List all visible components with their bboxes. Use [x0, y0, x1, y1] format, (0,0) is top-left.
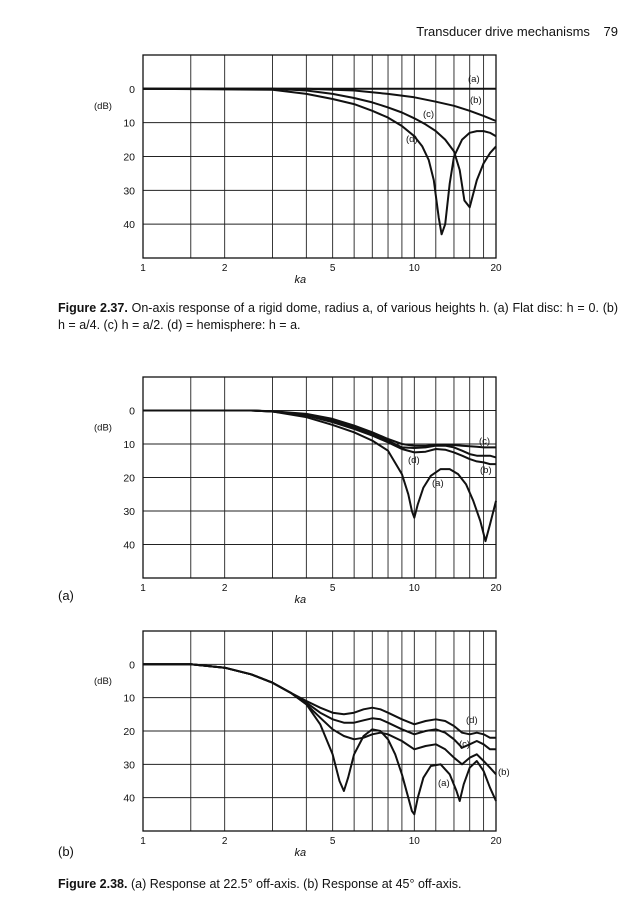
- series-label: (b): [470, 95, 482, 106]
- y-tick-label: 20: [123, 472, 135, 485]
- series-label: (b): [480, 465, 492, 476]
- x-tick-label: 10: [408, 263, 420, 274]
- running-title: Transducer drive mechanisms: [416, 24, 590, 39]
- x-tick-label: 2: [221, 836, 228, 847]
- figure-2-38-caption-text: (a) Response at 22.5° off-axis. (b) Response at 45° off-axis.: [130, 877, 462, 891]
- series-curve-a: [143, 411, 496, 542]
- y-tick-label: 0: [129, 83, 135, 96]
- x-tick-label: 2: [221, 583, 228, 594]
- series-curve-c: [143, 411, 496, 448]
- y-tick-label: 30: [123, 185, 135, 198]
- figure-2-38-caption-label: Figure 2.38.: [58, 877, 128, 891]
- x-tick-label: 5: [329, 583, 336, 594]
- series-label: (a): [438, 778, 450, 789]
- figure-2-38-caption: [58, 876, 618, 893]
- x-tick-label: 1: [140, 583, 146, 594]
- x-tick-label: 5: [329, 263, 336, 274]
- y-tick-label: 10: [123, 692, 135, 705]
- x-tick-label: 20: [490, 836, 502, 847]
- series-curve-a: [143, 664, 496, 814]
- figure-2-38b-panel-label: (b): [58, 844, 74, 859]
- series-label: (d): [408, 455, 420, 466]
- series-curve-b: [143, 664, 496, 774]
- series-label: (c): [479, 436, 491, 447]
- y-tick-label: 10: [123, 439, 135, 451]
- x-tick-label: 5: [329, 836, 336, 847]
- series-label: (d): [406, 134, 418, 145]
- y-tick-label: 40: [123, 539, 135, 552]
- series-label: (b): [498, 767, 510, 778]
- y-tick-label: 20: [123, 151, 135, 164]
- series-label: (a): [468, 74, 480, 85]
- series-label: (c): [459, 739, 471, 750]
- figure-2-37-chart: [0, 50, 638, 290]
- x-tick-label: 20: [490, 583, 502, 594]
- y-axis-label: (dB): [94, 676, 112, 687]
- series-curve-d: [143, 89, 496, 235]
- x-tick-label: 10: [408, 836, 420, 847]
- x-tick-label: 1: [140, 836, 146, 847]
- y-tick-label: 40: [123, 792, 135, 805]
- y-axis-label: (dB): [94, 100, 112, 112]
- x-tick-label: 20: [490, 263, 502, 274]
- series-curve-c: [143, 89, 496, 208]
- running-head: [416, 24, 618, 39]
- series-curve-d: [143, 664, 496, 737]
- y-tick-label: 40: [123, 219, 135, 232]
- series-curve-b: [143, 89, 496, 121]
- x-tick-label: 2: [221, 263, 228, 274]
- y-tick-label: 30: [123, 506, 135, 518]
- y-tick-label: 10: [123, 117, 135, 130]
- y-tick-label: 0: [129, 405, 135, 418]
- x-tick-label: 10: [408, 583, 420, 594]
- figure-2-38a-panel-label: (a): [58, 588, 74, 603]
- figure-2-37-caption-text: On-axis response of a rigid dome, radius a, of various heights h. (a) Flat disc: h = 0. (b) h = a/4. (c) h = a/2. (d) = hemisphere: h = a.: [58, 301, 618, 332]
- figure-2-37-caption-label: Figure 2.37.: [58, 301, 128, 315]
- y-tick-label: 30: [123, 759, 135, 772]
- series-label: (a): [432, 478, 444, 489]
- series-label: (d): [466, 715, 478, 726]
- series-label: (c): [423, 109, 435, 120]
- page-number: 79: [603, 24, 618, 39]
- y-tick-label: 0: [129, 659, 135, 672]
- figure-2-38b-chart: [0, 624, 638, 864]
- x-axis-label: ka: [294, 594, 307, 606]
- figure-2-37-caption: [58, 300, 618, 334]
- x-axis-label: ka: [294, 847, 307, 859]
- x-axis-label: ka: [294, 274, 307, 286]
- x-tick-label: 1: [140, 263, 146, 274]
- y-axis-label: (dB): [94, 422, 112, 434]
- figure-2-38a-chart: [0, 372, 638, 612]
- y-tick-label: 20: [123, 726, 135, 738]
